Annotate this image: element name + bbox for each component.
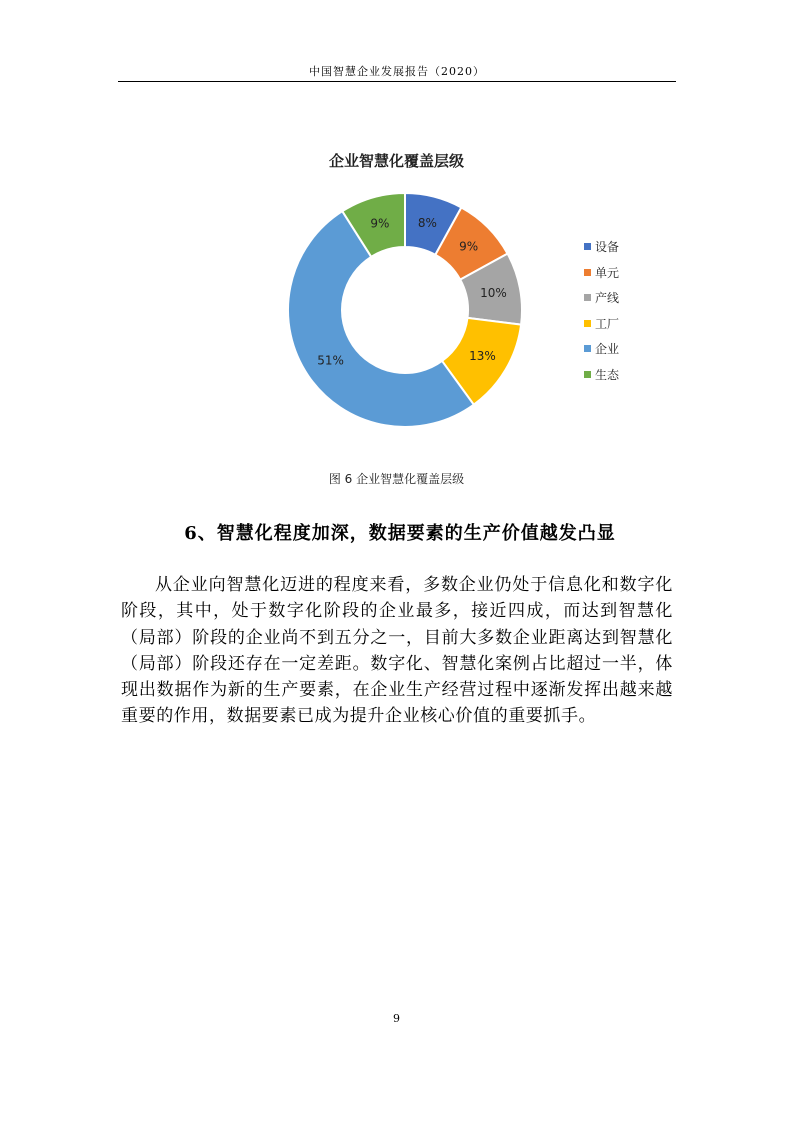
- chart-legend: [584, 234, 619, 387]
- data-label-3: 10%: [480, 286, 507, 301]
- legend-item-4: [584, 311, 619, 337]
- legend-swatch: [584, 371, 591, 378]
- legend-item-3: [584, 285, 619, 311]
- legend-item-6: [584, 362, 619, 388]
- donut-chart: [280, 185, 530, 435]
- legend-label: 工厂: [595, 316, 620, 331]
- legend-label: 生态: [595, 367, 620, 382]
- legend-swatch: [584, 345, 591, 352]
- legend-swatch: [584, 320, 591, 327]
- figure-caption: 图 6 企业智慧化覆盖层级: [328, 472, 465, 486]
- data-label-2: 9%: [459, 239, 479, 254]
- legend-swatch: [584, 243, 591, 250]
- chart-title: 企业智慧化覆盖层级: [328, 152, 464, 170]
- legend-item-2: [584, 260, 619, 286]
- legend-label: 产线: [595, 291, 620, 306]
- legend-label: 企业: [595, 342, 620, 357]
- legend-label: 单元: [595, 265, 620, 280]
- legend-swatch: [584, 294, 591, 301]
- data-label-5: 51%: [317, 353, 344, 368]
- data-label-4: 13%: [469, 348, 496, 363]
- data-label-6: 9%: [370, 216, 390, 231]
- body-paragraph: 从企业向智慧化迈进的程度来看，多数企业仍处于信息化和数字化阶段，其中，处于数字化阶段的企业最多，接近四成，而达到智慧化（局部）阶段的企业尚不到五分之一，目前大多数企业距离达到智慧化（局部）阶段还存在一定差距。数字化、智慧化案例占比超过一半，体现出数据作为新的生产要素，在企业生产经营过程中逐渐发挥出越来越重要的作用，数据要素已成为提升企业核心价值的重要抓手。: [121, 575, 673, 727]
- header-rule: [118, 81, 676, 82]
- legend-label: 设备: [595, 240, 620, 255]
- data-label-1: 8%: [417, 215, 437, 230]
- legend-item-5: [584, 336, 619, 362]
- page-number: 9: [393, 1012, 400, 1025]
- legend-item-1: [584, 234, 619, 260]
- section-heading: 6、智慧化程度加深，数据要素的生产价值越发凸显: [184, 523, 616, 544]
- running-header: 中国智慧企业发展报告（2020）: [309, 65, 485, 78]
- legend-swatch: [584, 269, 591, 276]
